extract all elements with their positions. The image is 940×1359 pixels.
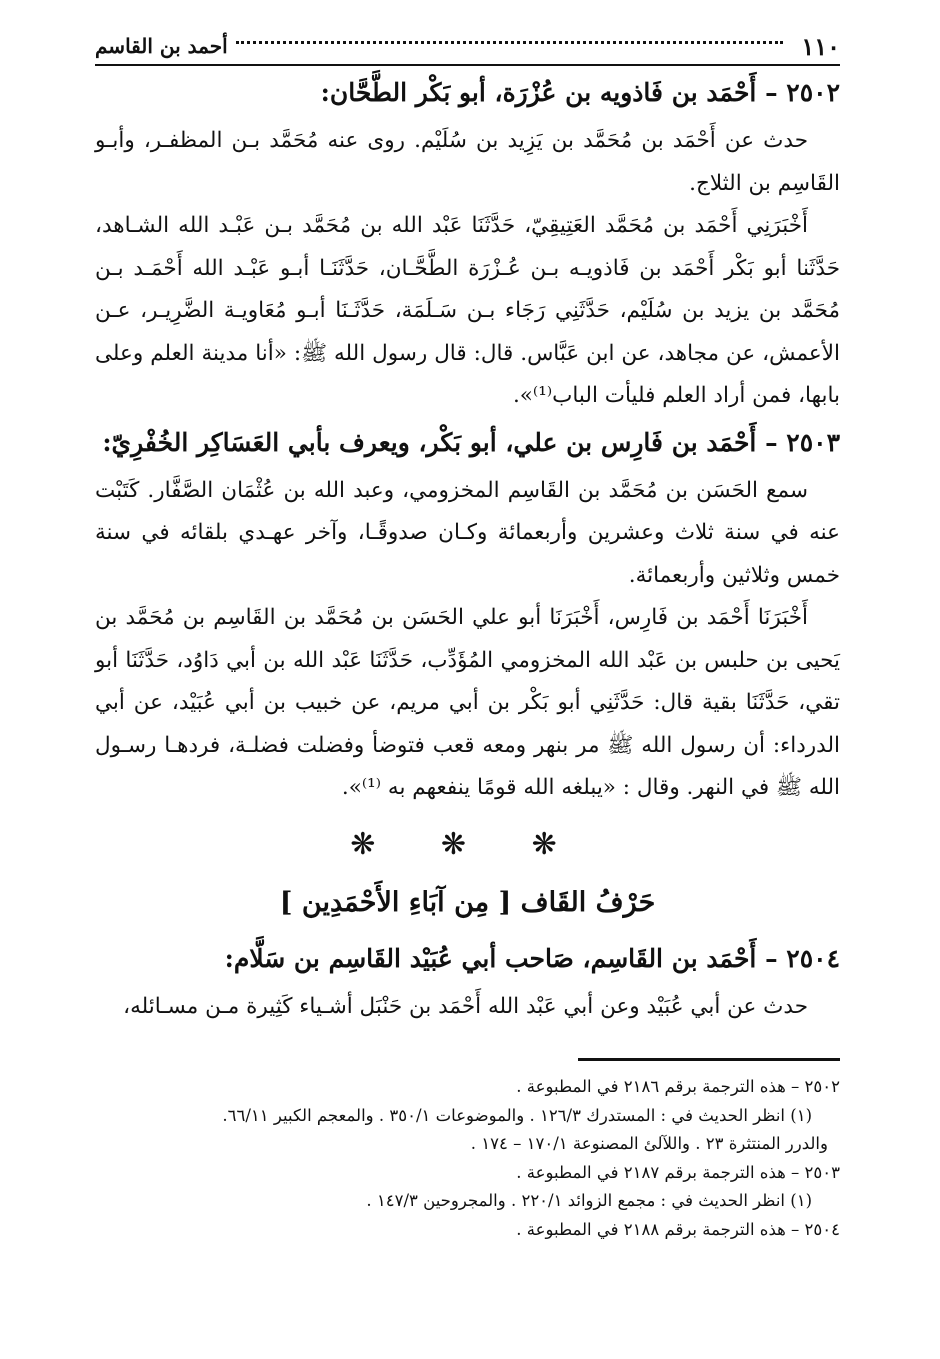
- footnotes: [95, 1073, 840, 1244]
- entry-heading: ٢٥٠٢ – أَحْمَد بن فَاذويه بن عُزْرَة، أبو بَكْر الطَّحَّان:: [320, 78, 840, 107]
- footnote: (١) انظر الحديث في : مجمع الزوائد ٢٢٠/١ . والمجروحين ١٤٧/٣ .: [366, 1191, 812, 1210]
- book-page: [95, 28, 840, 1244]
- entry-heading: ٢٥٠٤ – أَحْمَد بن القَاسِم، صَاحب أبي عُبَيْد القَاسِم بن سَلَّام:: [224, 943, 840, 973]
- footnote: والدرر المنتثرة ٢٣ . واللآلئ المصنوعة ١٧٠/١ – ١٧٤ .: [470, 1134, 828, 1153]
- entry-2503: [95, 420, 840, 810]
- footnote-rule: [578, 1058, 840, 1061]
- footnote: ٢٥٠٣ – هذه الترجمة برقم ٢١٨٧ في المطبوعة .: [516, 1162, 840, 1182]
- footnote: ٢٥٠٤ – هذه الترجمة برقم ٢١٨٨ في المطبوعة .: [516, 1219, 840, 1239]
- running-header: [95, 28, 840, 66]
- entry-paragraph: حدث عن أبي عُبَيْد وعن أبي عَبْد الله أَحْمَد بن حَنْبَل أشـياء كَثِيرة مـن مسـائله،: [123, 993, 808, 1019]
- entry-2502: [95, 70, 840, 418]
- entry-2504: [95, 936, 840, 1029]
- entry-paragraph: أَخْبَرَنَا أَحْمَد بن فَارِس، أَخْبَرَنَا أبو علي الحَسَن بن مُحَمَّد بن القَاسِم بن مُحَمَّد بن يَحيى بن حلبس بن عَبْد الله المخزومي المُؤَدِّب، حَدَّثَنَا عَبْد الله بن أبي دَاوُد، حَدَّثَنَا أبو تقي، حَدَّثَنَا بقية قال: حَدَّثَنِي أبو بَكْر بن أبي مريم، عن خبيب بن أبي عُبَيْد، عن أبي الدرداء: أن رسول الله ﷺ مر بنهر ومعه قعب فتوضأ وفضلت فضلـة، فردهـا رسـول الله ﷺ في النهر. وقال : «يبلغه الله قومًا ينفعهم به ⁽¹⁾».: [95, 605, 840, 800]
- section-separator: ❋ ❋ ❋: [350, 826, 585, 862]
- running-title: أحمد بن القاسم: [95, 34, 228, 58]
- header-leader-dots: [236, 41, 784, 44]
- entry-paragraph: سمع الحَسَن بن مُحَمَّد بن القَاسِم المخزومي، وعبد الله بن عُثْمَان الصَّفَّار. كَتَبْت عنه في سنة ثلاث وعشرين وأربعمائة وكـان صدوقًـا، وآخر عهـدي بلقائه في سنة خمس وثلاثين وأربعمائة.: [95, 477, 840, 588]
- section-heading: حَرْفُ القَاف [ مِن آبَاءِ الأَحْمَدِين ]: [279, 886, 656, 918]
- footnote: (١) انظر الحديث في : المستدرك ١٢٦/٣ . والموضوعات ٣٥٠/١ . والمعجم الكبير ٦٦/١١.: [222, 1105, 812, 1125]
- entry-paragraph: حدث عن أَحْمَد بن مُحَمَّد بن يَزِيد بن سُلَيْم. روى عنه مُحَمَّد بـن المظفـر، وأبـو القَاسِم بن الثلاج.: [95, 128, 840, 196]
- footnote: ٢٥٠٢ – هذه الترجمة برقم ٢١٨٦ في المطبوعة .: [516, 1077, 840, 1096]
- entry-heading: ٢٥٠٣ – أَحْمَد بن فَارِس بن علي، أبو بَكْر، ويعرف بأبي العَسَاكِر الخُفْرِيّ:: [102, 427, 840, 457]
- page-number: ١١٠: [801, 31, 840, 61]
- entry-paragraph: أَخْبَرَنِي أَحْمَد بن مُحَمَّد العَتِيقِيّ، حَدَّثَنَا عَبْد الله بن مُحَمَّد بـن عَبْـد الله الشـاهد، حَدَّثَنا أبو بَكْر أَحْمَد بن فَاذويـه بـن عُـزْرَة الطَّحَّـان، حَدَّثَنَـا أبـو عَبْـد الله أَحْمَـد بـن مُحَمَّد بن يزيد بن سُلَيْم، حَدَّثَنِي رَجَاء بـن سَـلَمَة، حَدَّثَـنَا أبـو مُعَاويـة الضَّرِيـر، عـن الأعمش، عن مجاهد، عن ابن عَبَّاس. قال: قال رسول الله ﷺ: «أنا مدينة العلم وعلى بابها، فمن أراد العلم فليأت الباب⁽¹⁾».: [95, 213, 840, 408]
